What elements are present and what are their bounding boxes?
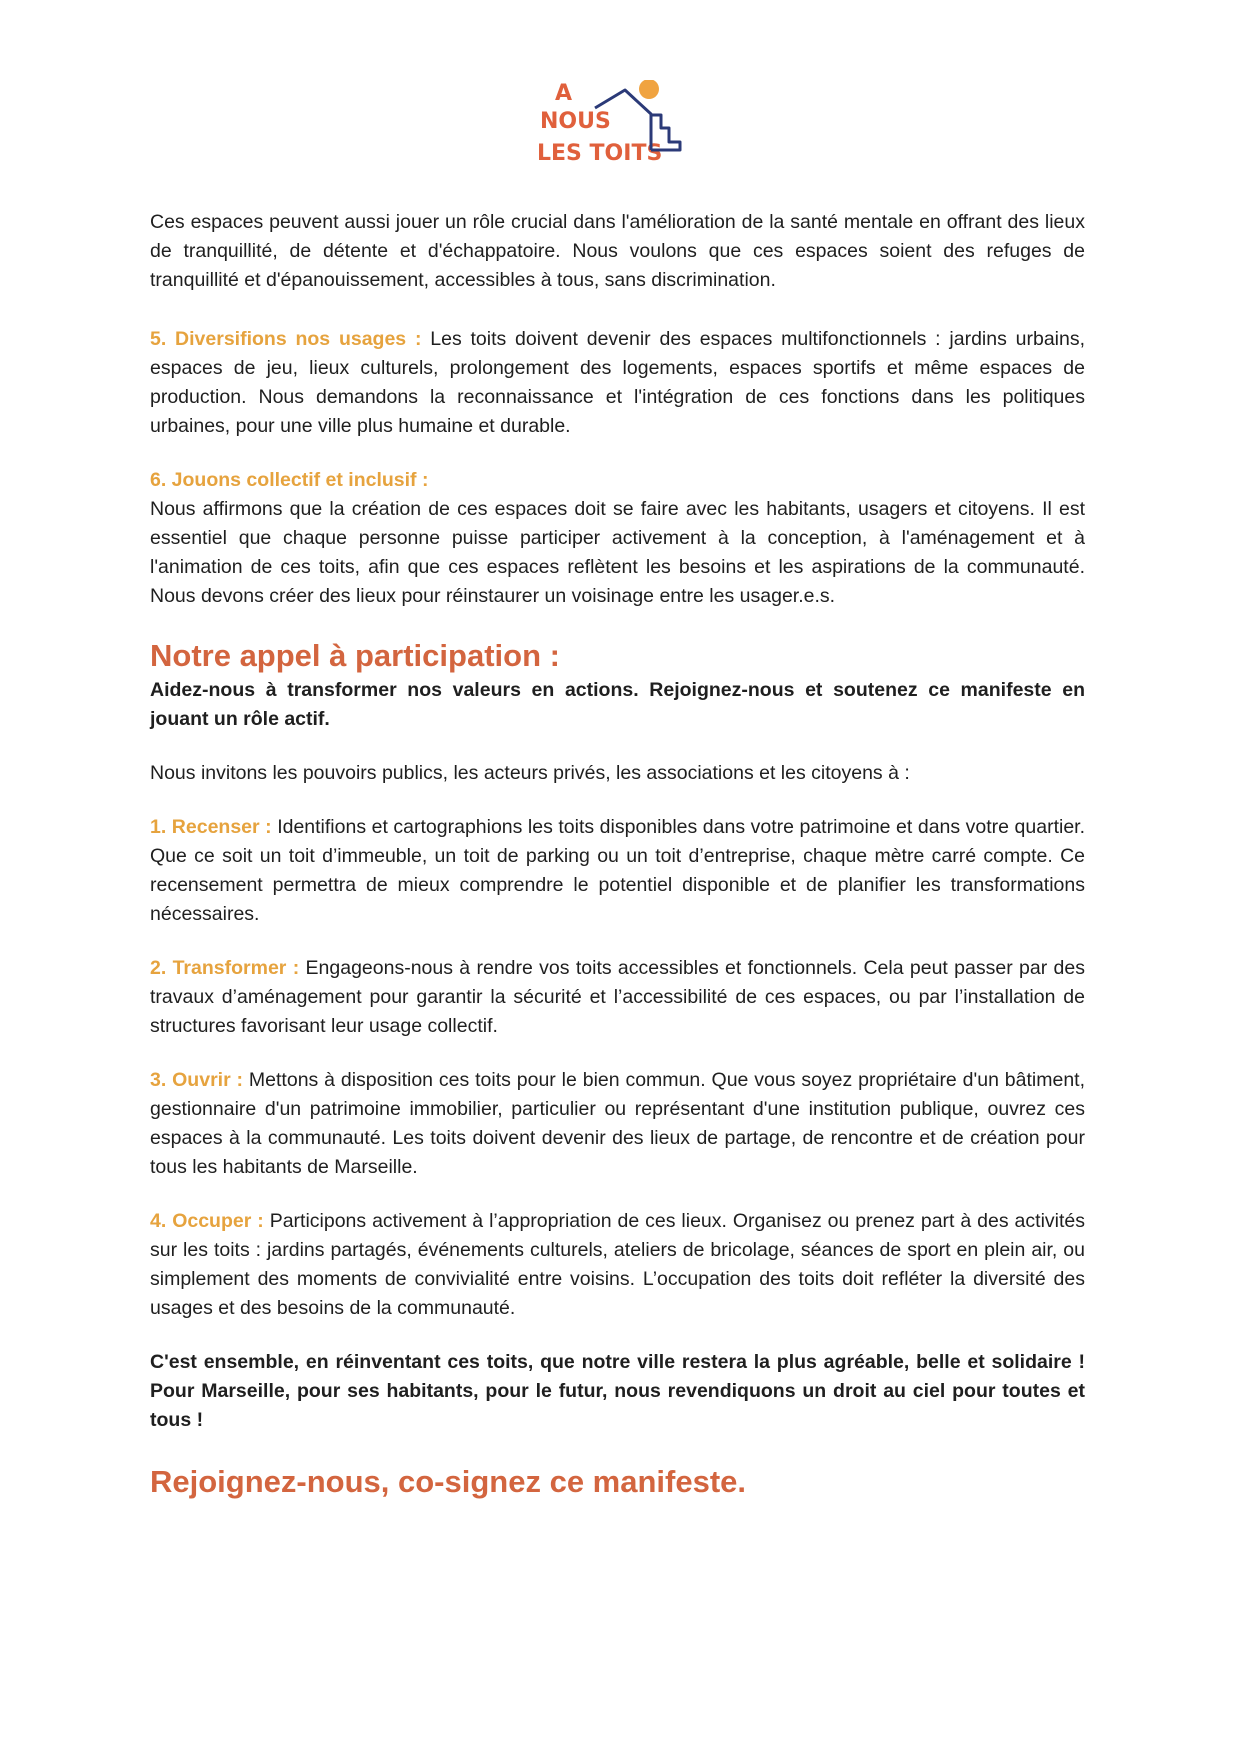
step-2: [150, 954, 1085, 1041]
section-5: [150, 325, 1085, 441]
appel-heading: Notre appel à participation :: [150, 638, 560, 673]
step-1: [150, 813, 1085, 929]
step-4-body: Participons activement à l’appropriation de ces lieux. Organisez ou prenez part à des activités sur les toits : jardins partagés, événements culturels, ateliers de bricolage, séances de sport en plein air, ou simplement des moments de convivialité entre voisins. L’occupation des toits doit refléter la diversité des usages et des besoins de la communauté.: [150, 1210, 1085, 1319]
call-to-action: Rejoignez-nous, co-signez ce manifeste.: [150, 1464, 747, 1499]
section-5-body: Les toits doivent devenir des espaces multifonctionnels : jardins urbains, espaces de jeu, lieux culturels, prolongement des logements, espaces sportifs et même espaces de production. Nous demandons la reconnaissance et l'intégration de ces fonctions dans les politiques urbaines, pour une ville plus humaine et durable.: [150, 328, 1086, 437]
logo-line-2: NOUS: [540, 109, 611, 134]
step-4: [150, 1207, 1085, 1323]
logo-line-3: LES TOITS: [537, 141, 663, 166]
section-6-body: Nous affirmons que la création de ces espaces doit se faire avec les habitants, usagers et citoyens. Il est essentiel que chaque personne puisse participer activement à la conception, à l'aménagement et à l'animation de ces toits, afin que ces espaces reflètent les besoins et les aspirations de la communauté. Nous devons créer des lieux pour réinstaurer un voisinage entre les usager.e.s.: [150, 498, 1085, 607]
step-1-body: Identifions et cartographions les toits disponibles dans votre patrimoine et dans votre quartier. Que ce soit un toit d’immeuble, un toit de parking ou un toit d’entreprise, chaque mètre carré compte. Ce recensement permettra de mieux comprendre le potentiel disponible et de planifier les transformations nécessaires.: [150, 816, 1086, 925]
step-3-body: Mettons à disposition ces toits pour le bien commun. Que vous soyez propriétaire d'un bâtiment, gestionnaire d'un patrimoine immobilier, particulier ou représentant d'une institution publique, ouvrez ces espaces à la communauté. Les toits doivent devenir des lieux de partage, de rencontre et de création pour tous les habitants de Marseille.: [150, 1069, 1085, 1178]
step-4-title: 4. Occuper :: [150, 1210, 264, 1232]
intro-paragraph: Ces espaces peuvent aussi jouer un rôle crucial dans l'amélioration de la santé mentale en offrant des lieux de tranquillité, de détente et d'échappatoire. Nous voulons que ces espaces soient des refuges de tranquillité et d'épanouissement, accessibles à tous, sans discrimination.: [150, 211, 1085, 291]
section-6-title: 6. Jouons collectif et inclusif :: [150, 469, 429, 491]
section-5-title: 5. Diversifions nos usages :: [150, 328, 422, 350]
closing-statement: C'est ensemble, en réinventant ces toits, que notre ville restera la plus agréable, belle et solidaire ! Pour Marseille, pour ses habitants, pour le futur, nous revendiquons un droit au ciel pour toutes et tous !: [150, 1351, 1085, 1431]
appel-lead: Aidez-nous à transformer nos valeurs en actions. Rejoignez-nous et soutenez ce manifeste en jouant un rôle actif.: [150, 679, 1085, 730]
step-1-title: 1. Recenser :: [150, 816, 272, 838]
logo-graphic: [535, 80, 705, 180]
step-2-body: Engageons-nous à rendre vos toits accessibles et fonctionnels. Cela peut passer par des travaux d’aménagement pour garantir la sécurité et l’accessibilité de ces espaces, ou par l’installation de structures favorisant leur usage collectif.: [150, 957, 1085, 1037]
document-body: [150, 208, 1085, 1502]
sun-icon: [639, 80, 659, 99]
appel-invite: Nous invitons les pouvoirs publics, les acteurs privés, les associations et les citoyens à :: [150, 762, 910, 784]
step-3: [150, 1066, 1085, 1182]
logo-line-1: A: [555, 81, 573, 106]
step-2-title: 2. Transformer :: [150, 957, 300, 979]
step-3-title: 3. Ouvrir :: [150, 1069, 244, 1091]
logo: [535, 80, 705, 180]
